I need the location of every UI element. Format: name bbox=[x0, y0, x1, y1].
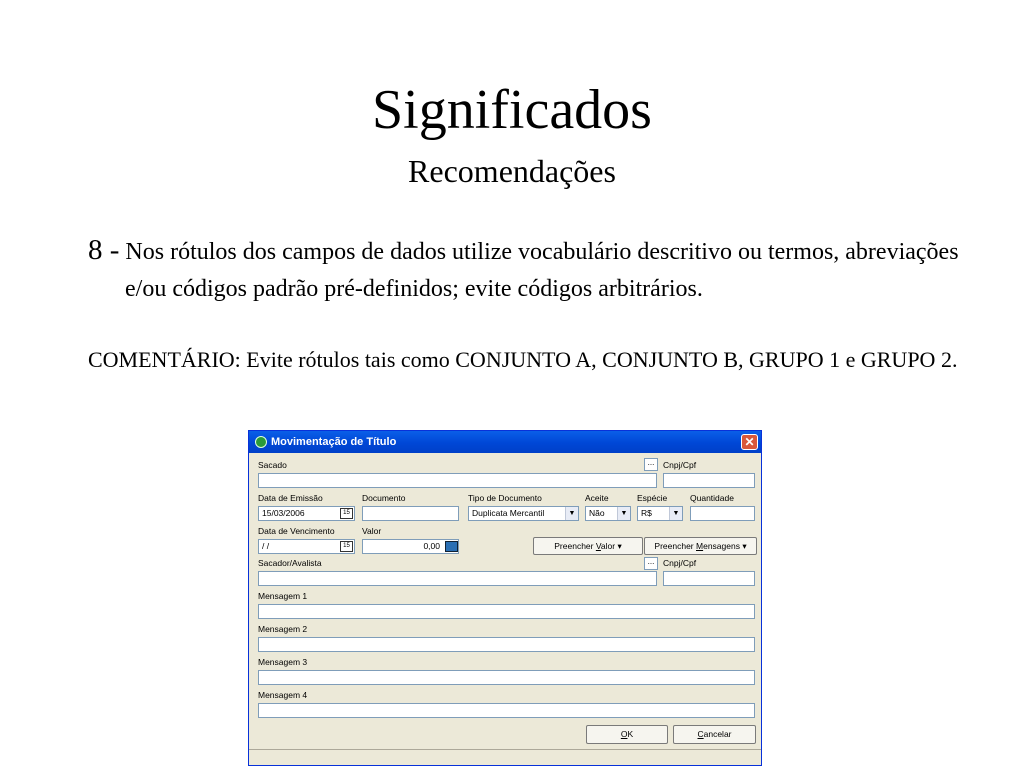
ok-label: K bbox=[627, 729, 634, 739]
cancel-accel: C bbox=[697, 729, 704, 739]
sacado-browse-button[interactable]: ... bbox=[644, 458, 658, 471]
especie-value: R$ bbox=[641, 508, 652, 518]
chevron-down-icon[interactable]: ▼ bbox=[565, 507, 578, 520]
mensagem4-input[interactable] bbox=[258, 703, 755, 718]
chevron-down-icon[interactable]: ▼ bbox=[669, 507, 682, 520]
cnpj-label: Cnpj/Cpf bbox=[663, 460, 697, 470]
preencher-valor-button[interactable] bbox=[533, 537, 643, 555]
cancel-button[interactable] bbox=[673, 725, 756, 744]
app-icon bbox=[255, 436, 267, 448]
comment-paragraph bbox=[88, 345, 965, 375]
emissao-label: Data de Emissão bbox=[258, 493, 323, 503]
sacador-browse-button[interactable]: ... bbox=[644, 557, 658, 570]
recommendation-paragraph bbox=[88, 232, 965, 308]
emissao-calendar-icon[interactable]: 15 bbox=[340, 508, 353, 519]
mensagem3-input[interactable] bbox=[258, 670, 755, 685]
documento-input[interactable] bbox=[362, 506, 459, 521]
vencimento-input[interactable]: / / bbox=[258, 539, 355, 554]
vencimento-calendar-icon[interactable]: 15 bbox=[340, 541, 353, 552]
status-bar bbox=[249, 749, 761, 765]
aceite-value: Não bbox=[589, 508, 605, 518]
preencher-msg-pre: Preencher bbox=[654, 541, 696, 551]
mensagem2-input[interactable] bbox=[258, 637, 755, 652]
vencimento-label: Data de Vencimento bbox=[258, 526, 335, 536]
especie-select[interactable] bbox=[637, 506, 683, 521]
slide-title: Significados bbox=[372, 79, 652, 141]
chevron-down-icon[interactable]: ▼ bbox=[617, 507, 630, 520]
aceite-select[interactable] bbox=[585, 506, 631, 521]
valor-input[interactable]: 0,00 bbox=[362, 539, 459, 554]
preencher-valor-pre: Preencher bbox=[554, 541, 596, 551]
cnpj-input[interactable] bbox=[663, 473, 755, 488]
sacado-input[interactable] bbox=[258, 473, 657, 488]
valor-label: Valor bbox=[362, 526, 382, 536]
documento-label: Documento bbox=[362, 493, 406, 503]
preencher-valor-post: alor ▾ bbox=[600, 541, 622, 551]
cnpj2-label: Cnpj/Cpf bbox=[663, 558, 697, 568]
quantidade-label: Quantidade bbox=[690, 493, 734, 503]
dialog-titlebar[interactable] bbox=[249, 431, 761, 453]
mensagem1-input[interactable] bbox=[258, 604, 755, 619]
especie-label: Espécie bbox=[637, 493, 668, 503]
mensagem4-label: Mensagem 4 bbox=[258, 690, 308, 700]
comment-label: COMENTÁRIO bbox=[88, 347, 235, 372]
preencher-mensagens-button[interactable] bbox=[644, 537, 757, 555]
comment-text: : Evite rótulos tais como CONJUNTO A, CONJUNTO B, GRUPO 1 e GRUPO 2. bbox=[234, 347, 958, 372]
movimentacao-dialog bbox=[248, 430, 762, 766]
tipo-doc-select[interactable] bbox=[468, 506, 579, 521]
dialog-title: Movimentação de Título bbox=[271, 436, 397, 448]
tipo-doc-label: Tipo de Documento bbox=[468, 493, 542, 503]
calculator-icon[interactable] bbox=[445, 541, 458, 552]
sacador-label: Sacador/Avalista bbox=[258, 558, 322, 568]
aceite-label: Aceite bbox=[585, 493, 609, 503]
recommendation-text: Nos rótulos dos campos de dados utilize vocabulário descritivo ou termos, abreviações e/ou códigos padrão pré-definidos; evite códigos arbitrários. bbox=[125, 239, 959, 302]
preencher-msg-accel: M bbox=[696, 541, 704, 551]
preencher-msg-post: ensagens ▾ bbox=[703, 541, 747, 551]
mensagem3-label: Mensagem 3 bbox=[258, 657, 308, 667]
cancel-label: ancelar bbox=[703, 729, 732, 739]
preencher-valor-accel: V bbox=[595, 541, 601, 551]
tipo-doc-value: Duplicata Mercantil bbox=[472, 508, 545, 518]
slide-subtitle: Recomendações bbox=[408, 153, 616, 189]
cnpj2-input[interactable] bbox=[663, 571, 755, 586]
recommendation-number: 8 - bbox=[88, 234, 120, 266]
emissao-input[interactable]: 15/03/2006 bbox=[258, 506, 355, 521]
mensagem2-label: Mensagem 2 bbox=[258, 624, 308, 634]
ok-accel: O bbox=[620, 729, 628, 739]
close-button[interactable]: ✕ bbox=[741, 434, 758, 450]
mensagem1-label: Mensagem 1 bbox=[258, 591, 308, 601]
quantidade-input[interactable] bbox=[690, 506, 755, 521]
sacado-label: Sacado bbox=[258, 460, 287, 470]
ok-button[interactable] bbox=[586, 725, 668, 744]
sacador-input[interactable] bbox=[258, 571, 657, 586]
